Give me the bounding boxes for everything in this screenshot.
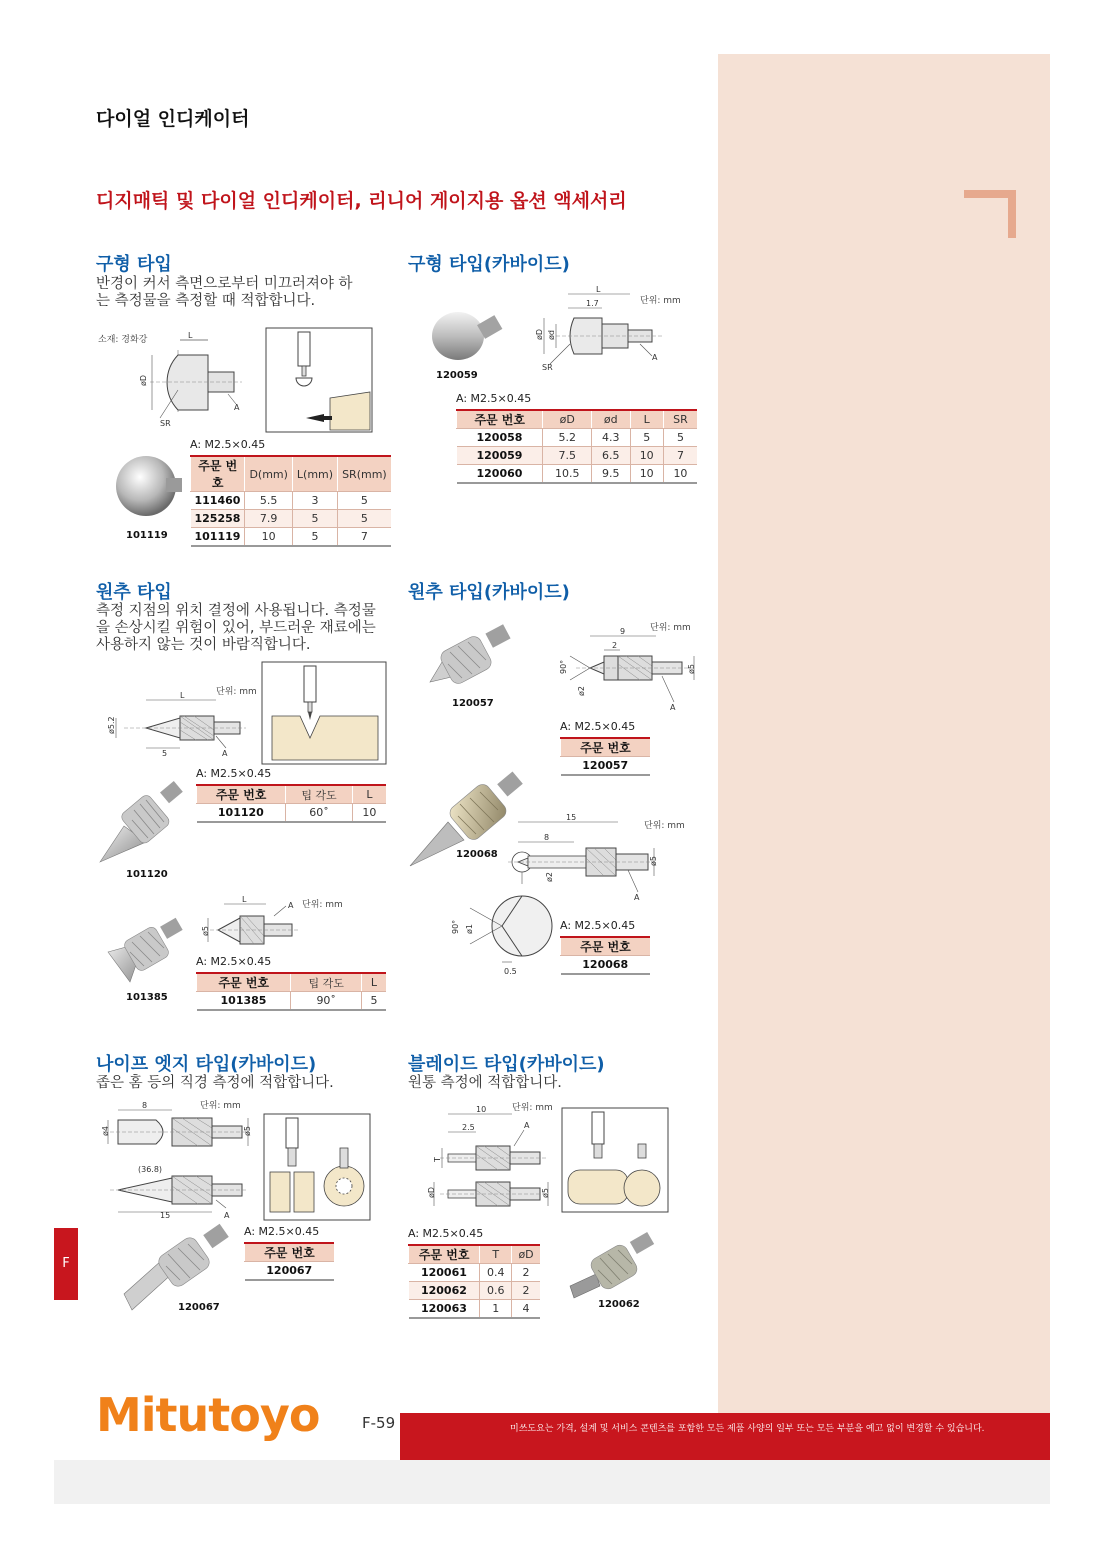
conical-title: 원추 타입 — [96, 582, 172, 603]
table-cell: 10 — [663, 465, 697, 483]
table-cell: 7.9 — [245, 510, 292, 528]
table-cell: 120062 — [409, 1282, 480, 1300]
conical-diagram-2 — [196, 896, 306, 948]
table-header: 주문 번호 — [561, 738, 651, 757]
svg-text:A: A — [224, 1211, 230, 1220]
svg-text:ø2: ø2 — [545, 872, 554, 882]
svg-text:A: A — [670, 703, 676, 712]
svg-text:90°: 90° — [559, 659, 568, 674]
blade-spec-table — [408, 1244, 540, 1319]
table-row — [409, 1300, 541, 1318]
conical-carbide-unit-1: 단위: mm — [650, 623, 691, 633]
conical-carbide-photo-label-1: 120057 — [452, 698, 494, 709]
table-cell: 5 — [292, 510, 337, 528]
svg-text:ø1: ø1 — [465, 924, 474, 934]
table-row — [409, 1282, 541, 1300]
svg-text:A: A — [222, 749, 228, 758]
spherical-desc: 반경이 커서 측면으로부터 미끄러져야 하는 측정물을 측정할 때 적합합니다. — [96, 276, 353, 309]
table-cell: 111460 — [191, 492, 245, 510]
knife-thread: A: M2.5×0.45 — [244, 1225, 320, 1238]
table-header: 주문 번호 — [191, 456, 245, 492]
spherical-photo-label: 101119 — [126, 530, 168, 541]
section-title: 디지매틱 및 다이얼 인디케이터, 리니어 게이지용 옵션 액세서리 — [96, 190, 627, 212]
table-row — [191, 510, 391, 528]
table-header: L — [361, 973, 386, 992]
footer-bar — [400, 1413, 1050, 1460]
table-cell: 0.6 — [480, 1282, 512, 1300]
table-row — [457, 465, 698, 483]
table-header: D(mm) — [245, 456, 292, 492]
table-cell: 101385 — [197, 992, 291, 1010]
table-row — [457, 429, 698, 447]
table-cell: 4 — [512, 1300, 540, 1318]
conical-unit-2: 단위: mm — [302, 900, 343, 910]
table-cell: 9.5 — [592, 465, 630, 483]
table-header: øD — [512, 1245, 540, 1264]
svg-text:9: 9 — [620, 627, 626, 636]
svg-text:ød: ød — [547, 330, 556, 340]
blade-unit: 단위: mm — [512, 1103, 553, 1113]
side-panel — [718, 54, 1050, 1414]
svg-text:ø5: ø5 — [243, 1126, 252, 1136]
knife-spec-table — [244, 1242, 334, 1281]
table-cell: 7 — [663, 447, 697, 465]
table-cell: 10 — [245, 528, 292, 546]
table-header: 주문 번호 — [561, 937, 651, 956]
knife-unit: 단위: mm — [200, 1101, 241, 1111]
table-cell: 7 — [338, 528, 391, 546]
corner-mark — [964, 190, 1016, 238]
knife-photo-label: 120067 — [178, 1302, 220, 1313]
table-row — [409, 1264, 541, 1282]
table-header: 주문 번호 — [457, 410, 543, 429]
table-header: SR — [663, 410, 697, 429]
table-row — [561, 757, 651, 775]
table-cell: 120058 — [457, 429, 543, 447]
spherical-thread: A: M2.5×0.45 — [190, 438, 266, 451]
table-cell: 120060 — [457, 465, 543, 483]
svg-text:(36.8): (36.8) — [138, 1165, 163, 1174]
svg-text:øD: øD — [427, 1186, 436, 1198]
table-row — [245, 1262, 335, 1280]
svg-text:10: 10 — [476, 1105, 487, 1114]
conical-photo-1 — [94, 780, 190, 866]
conical-photo-label-2: 101385 — [126, 992, 168, 1003]
conical-carbide-thread-2: A: M2.5×0.45 — [560, 919, 636, 932]
svg-text:ø5: ø5 — [687, 664, 696, 674]
table-header: T — [480, 1245, 512, 1264]
table-header: L(mm) — [292, 456, 337, 492]
table-cell: 120059 — [457, 447, 543, 465]
conical-photo-2 — [100, 912, 190, 988]
spherical-photo — [108, 446, 188, 526]
table-cell: 5 — [292, 528, 337, 546]
svg-text:ø5.2: ø5.2 — [107, 716, 116, 734]
blade-desc: 원통 측정에 적합합니다. — [408, 1075, 562, 1091]
svg-text:T: T — [433, 1157, 442, 1162]
spherical-title: 구형 타입 — [96, 254, 172, 275]
table-cell: 120063 — [409, 1300, 480, 1318]
table-cell: 5 — [630, 429, 663, 447]
table-header: øD — [543, 410, 592, 429]
spherical-carbide-thread: A: M2.5×0.45 — [456, 392, 532, 405]
table-row — [191, 528, 391, 546]
svg-text:ø5: ø5 — [649, 856, 658, 866]
table-cell: 90˚ — [291, 992, 361, 1010]
table-cell: 2 — [512, 1282, 540, 1300]
table-header: 팁 각도 — [286, 785, 353, 804]
table-cell: 4.3 — [592, 429, 630, 447]
mitutoyo-logo: Mitutoyo — [96, 1388, 320, 1442]
page-header-title: 다이얼 인디케이터 — [96, 108, 250, 130]
svg-text:ø5: ø5 — [541, 1188, 550, 1198]
table-cell: 101120 — [197, 804, 286, 822]
table-cell: 120061 — [409, 1264, 480, 1282]
table-cell: 3 — [292, 492, 337, 510]
conical-thread-2: A: M2.5×0.45 — [196, 955, 272, 968]
conical-carbide-title: 원추 타입(카바이드) — [408, 582, 570, 603]
svg-text:A: A — [234, 403, 240, 412]
table-header: L — [630, 410, 663, 429]
table-cell: 120067 — [245, 1262, 335, 1280]
knife-diagram — [96, 1100, 256, 1218]
blade-thread: A: M2.5×0.45 — [408, 1227, 484, 1240]
svg-text:L: L — [242, 895, 247, 904]
blade-title: 블레이드 타입(카바이드) — [408, 1054, 605, 1075]
table-cell: 7.5 — [543, 447, 592, 465]
svg-text:ø4: ø4 — [101, 1126, 110, 1136]
bottom-band — [54, 1460, 1050, 1504]
svg-text:ø2: ø2 — [577, 686, 586, 696]
table-cell: 6.5 — [592, 447, 630, 465]
table-cell: 5 — [338, 510, 391, 528]
table-header: 주문 번호 — [245, 1243, 335, 1262]
conical-unit: 단위: mm — [216, 687, 257, 697]
spherical-carbide-unit: 단위: mm — [640, 296, 681, 306]
svg-text:L: L — [180, 691, 185, 700]
table-header: 팁 각도 — [291, 973, 361, 992]
table-cell: 1 — [480, 1300, 512, 1318]
svg-text:1.7: 1.7 — [586, 299, 599, 308]
table-cell: 5.5 — [245, 492, 292, 510]
table-row — [191, 492, 391, 510]
blade-diagram — [422, 1104, 558, 1216]
conical-thread-1: A: M2.5×0.45 — [196, 767, 272, 780]
svg-text:15: 15 — [160, 1211, 171, 1220]
table-cell: 125258 — [191, 510, 245, 528]
table-header: 주문 번호 — [409, 1245, 480, 1264]
svg-text:5: 5 — [162, 749, 168, 758]
blade-photo — [566, 1228, 662, 1304]
blade-usage-diagram — [562, 1108, 668, 1212]
table-cell: 120068 — [561, 956, 651, 974]
chapter-tab: F — [54, 1228, 78, 1300]
table-row — [457, 447, 698, 465]
svg-text:SR: SR — [160, 419, 171, 428]
table-header: 주문 번호 — [197, 785, 286, 804]
svg-text:L: L — [188, 331, 193, 340]
knife-title: 나이프 엣지 타입(카바이드) — [96, 1054, 317, 1075]
svg-text:8: 8 — [544, 833, 550, 842]
table-cell: 5.2 — [543, 429, 592, 447]
spherical-carbide-photo-label: 120059 — [436, 370, 478, 381]
svg-text:2.5: 2.5 — [462, 1123, 475, 1132]
spherical-usage-diagram — [266, 328, 372, 432]
table-header: 주문 번호 — [197, 973, 291, 992]
svg-text:0.5: 0.5 — [504, 967, 517, 976]
table-header: ød — [592, 410, 630, 429]
svg-text:øD: øD — [139, 374, 148, 386]
svg-text:A: A — [524, 1121, 530, 1130]
spherical-carbide-title: 구형 타입(카바이드) — [408, 254, 570, 275]
spherical-material: 소재: 경화강 — [98, 335, 148, 345]
conical-carbide-unit-2: 단위: mm — [644, 821, 685, 831]
conical-carbide-diagram-1 — [556, 626, 706, 716]
svg-text:SR: SR — [542, 363, 553, 372]
conical-diagram — [104, 690, 254, 760]
table-cell: 5 — [338, 492, 391, 510]
svg-text:A: A — [288, 901, 294, 910]
page-number: F-59 — [362, 1414, 396, 1432]
conical-photo-label-1: 101120 — [126, 869, 168, 880]
table-row — [561, 956, 651, 974]
table-cell: 60˚ — [286, 804, 353, 822]
spherical-diagram — [130, 330, 260, 430]
table-cell: 10 — [352, 804, 386, 822]
conical-usage-diagram — [262, 662, 386, 764]
table-cell: 101119 — [191, 528, 245, 546]
spherical-carbide-spec-table — [456, 409, 697, 484]
table-cell: 0.4 — [480, 1264, 512, 1282]
table-cell: 10.5 — [543, 465, 592, 483]
blade-photo-label: 120062 — [598, 1299, 640, 1310]
svg-text:øD: øD — [535, 328, 544, 340]
table-cell: 10 — [630, 465, 663, 483]
knife-desc: 좁은 홈 등의 직경 측정에 적합합니다. — [96, 1075, 334, 1091]
table-row — [197, 804, 387, 822]
svg-text:15: 15 — [566, 813, 577, 822]
conical-spec-table-1 — [196, 784, 386, 823]
svg-text:A: A — [634, 893, 640, 902]
table-cell: 120057 — [561, 757, 651, 775]
spherical-spec-table — [190, 455, 391, 547]
table-cell: 2 — [512, 1264, 540, 1282]
svg-text:ø5: ø5 — [201, 926, 210, 936]
conical-carbide-spec-table-2 — [560, 936, 650, 975]
table-cell: 5 — [663, 429, 697, 447]
conical-spec-table-2 — [196, 972, 386, 1011]
table-row — [197, 992, 387, 1010]
svg-text:2: 2 — [612, 641, 618, 650]
svg-text:A: A — [652, 353, 658, 362]
table-cell: 5 — [361, 992, 386, 1010]
table-header: L — [352, 785, 386, 804]
conical-carbide-spec-table-1 — [560, 737, 650, 776]
spherical-carbide-photo — [428, 298, 508, 366]
svg-text:8: 8 — [142, 1101, 148, 1110]
footer-notice: 미쓰도요는 가격, 설계 및 서비스 콘텐츠를 포함한 모든 제품 사양의 일부 또는 모든 부분을 예고 없이 변경할 수 있습니다. — [510, 1424, 985, 1434]
svg-text:L: L — [596, 285, 601, 294]
knife-usage-diagram — [264, 1114, 370, 1220]
knife-photo — [118, 1220, 234, 1310]
conical-desc: 측정 지점의 위치 결정에 사용됩니다. 측정물을 손상시킬 위험이 있어, 부드러운 재료에는 사용하지 않는 것이 바람직합니다. — [96, 603, 376, 653]
conical-carbide-photo-label-2: 120068 — [456, 849, 498, 860]
conical-carbide-thread-1: A: M2.5×0.45 — [560, 720, 636, 733]
conical-carbide-photo-1 — [424, 612, 520, 696]
table-cell: 10 — [630, 447, 663, 465]
table-header: SR(mm) — [338, 456, 391, 492]
svg-text:90°: 90° — [451, 919, 460, 934]
